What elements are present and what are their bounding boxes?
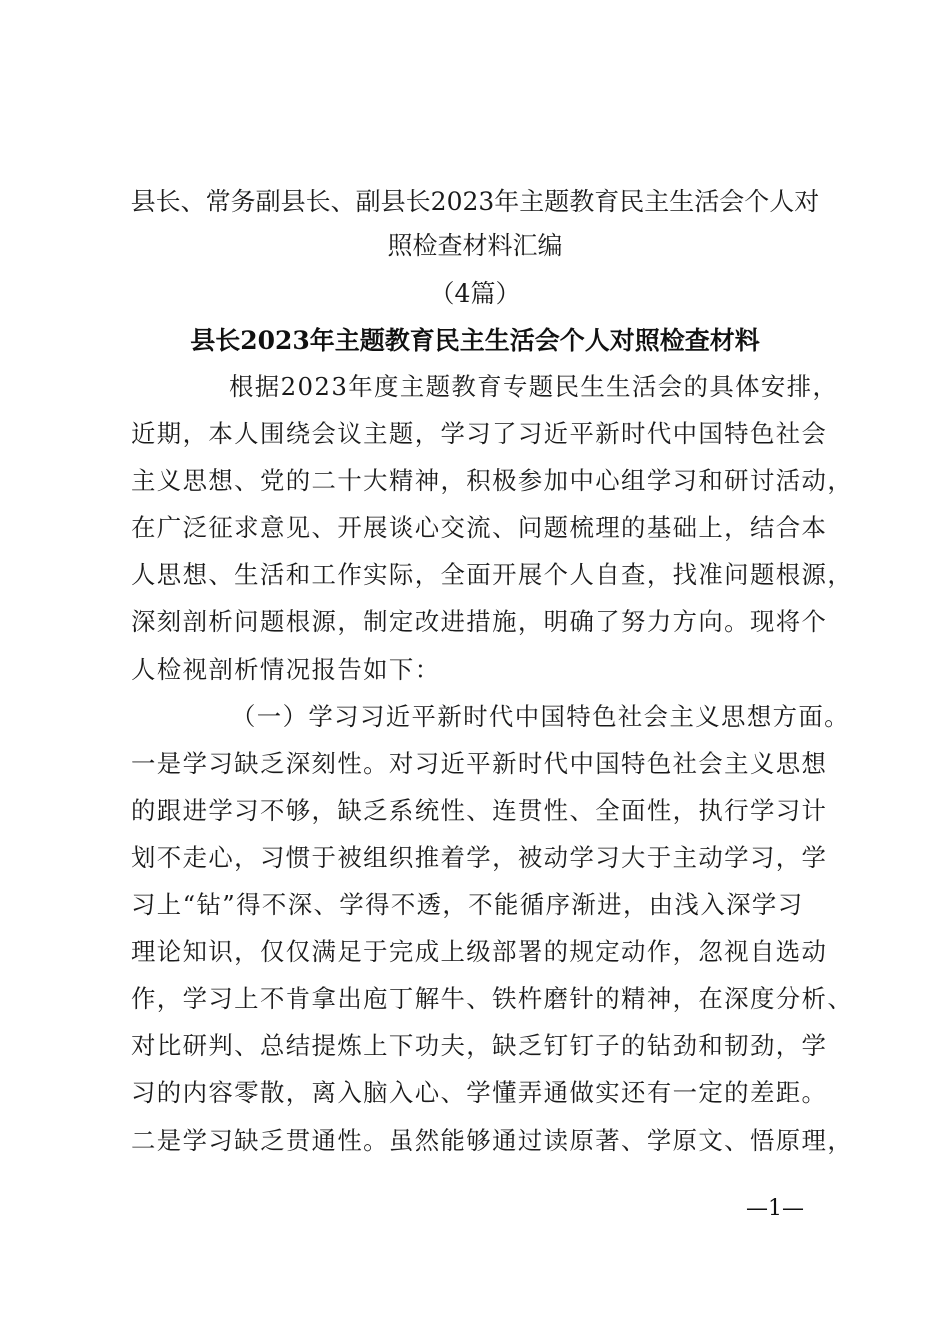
text-line: 主义思想、党的二十大精神，积极参加中心组学习和研讨活动， (131, 466, 854, 496)
document-title-line-1: 县长、常务副县长、副县长2023年主题教育民主生活会个人对 (130, 187, 820, 216)
document-title-line-2: 照检查材料汇编 (387, 231, 563, 260)
text-line: 在广泛征求意见、开展谈心交流、问题梳理的基础上，结合本 (131, 513, 828, 543)
text-line: 对比研判、总结提炼上下功夫，缺乏钉钉子的钻劲和韧劲，学 (131, 1031, 828, 1061)
subsection-heading: （一）学习习近平新时代中国特色社会主义思想方面。 (231, 701, 850, 731)
text-line: 深刻剖析问题根源，制定改进措施，明确了努力方向。现将个 (131, 607, 828, 637)
text-line: 理论知识，仅仅满足于完成上级部署的规定动作，忽视自选动 (131, 937, 828, 967)
text-line: 习的内容零散，离入脑入心、学懂弄通做实还有一定的差距。 (131, 1078, 828, 1108)
text-line: 的跟进学习不够，缺乏系统性、连贯性、全面性，执行学习计 (131, 795, 828, 825)
text-line: 人检视剖析情况报告如下： (131, 654, 441, 684)
text-line: 根据2023年度主题教育专题民生生活会的具体安排， (229, 372, 839, 401)
text-line: 人思想、生活和工作实际，全面开展个人自查，找准问题根源， (131, 560, 854, 590)
text-line: 二是学习缺乏贯通性。虽然能够通过读原著、学原文、悟原理， (131, 1125, 854, 1155)
text-line: 划不走心，习惯于被组织推着学，被动学习大于主动学习，学 (131, 842, 828, 872)
page-number: —1— (746, 1196, 804, 1221)
section-heading: 县长2023年主题教育民主生活会个人对照检查材料 (190, 326, 760, 355)
document-title-count: （4篇） (429, 279, 521, 308)
text-line: 一是学习缺乏深刻性。对习近平新时代中国特色社会主义思想 (131, 748, 828, 778)
text-line: 近期，本人围绕会议主题，学习了习近平新时代中国特色社会 (131, 419, 828, 449)
text-line: 习上“钻”得不深、学得不透，不能循序渐进，由浅入深学习 (131, 890, 804, 920)
text-line: 作，学习上不肯拿出庖丁解牛、铁杵磨针的精神，在深度分析、 (131, 984, 854, 1014)
body-text (131, 367, 854, 1168)
